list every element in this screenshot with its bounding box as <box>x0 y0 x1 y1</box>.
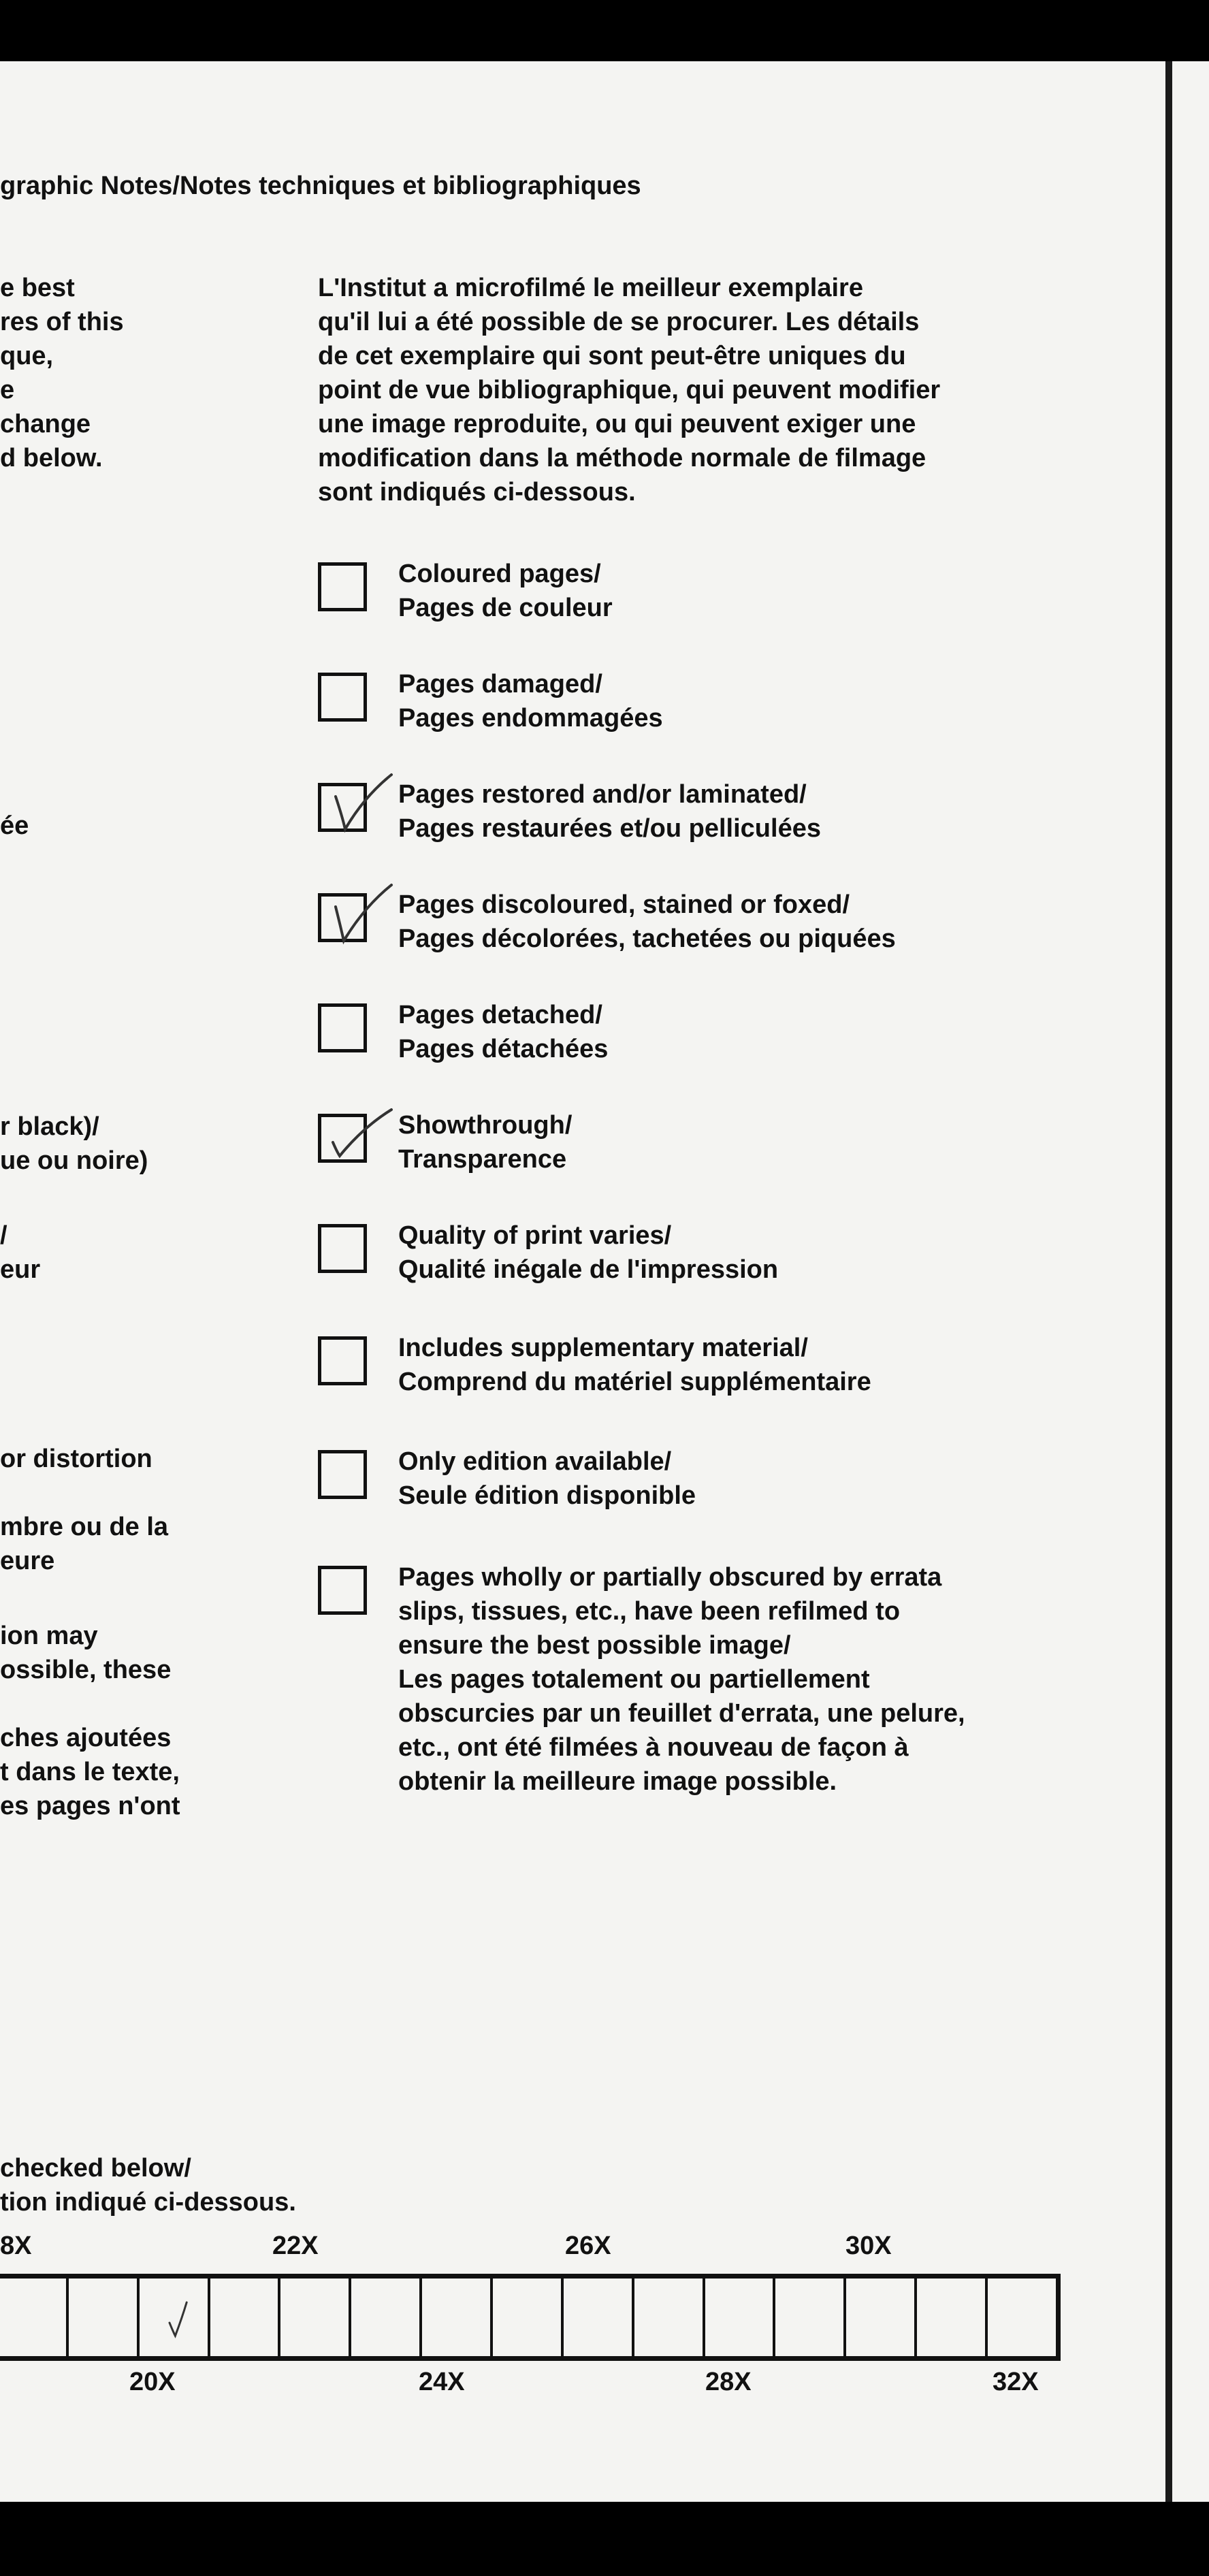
option-label-fr: Pages de couleur <box>398 594 613 622</box>
option-label-en: Pages detached/ <box>398 1001 602 1029</box>
next-page-strip <box>1172 61 1209 2502</box>
left-fragment: t dans le texte, <box>0 1758 180 1786</box>
left-fragment: ion may <box>0 1622 98 1650</box>
section-header: graphic Notes/Notes techniques et bibliographiques <box>0 172 641 200</box>
ratio-cell[interactable] <box>280 2279 351 2356</box>
left-fragment: change <box>0 410 91 438</box>
checkbox[interactable] <box>318 1224 367 1273</box>
left-fragment: mbre ou de la <box>0 1513 169 1541</box>
option-label-en: Pages damaged/ <box>398 670 602 698</box>
option-label-en: Showthrough/ <box>398 1111 573 1140</box>
option-line: ensure the best possible image/ <box>398 1631 791 1660</box>
ratio-cell[interactable] <box>564 2279 634 2356</box>
intro-line: point de vue bibliographique, qui peuvent modifier <box>318 376 941 404</box>
left-fragment: e <box>0 376 15 404</box>
checkmark-icon <box>161 2295 202 2342</box>
left-fragment: que, <box>0 342 54 370</box>
option-label-en: Quality of print varies/ <box>398 1221 672 1250</box>
option-label-fr: Pages endommagées <box>398 704 663 732</box>
option-line: slips, tissues, etc., have been refilmed to <box>398 1597 901 1626</box>
option-label-en: Coloured pages/ <box>398 560 601 588</box>
left-fragment: eur <box>0 1255 41 1284</box>
checkbox[interactable] <box>318 1003 367 1052</box>
left-fragment: es pages n'ont <box>0 1792 180 1820</box>
scale-label-bottom: 20X <box>129 2368 176 2396</box>
option-label-fr: Qualité inégale de l'impression <box>398 1255 779 1284</box>
left-fragment: eure <box>0 1547 55 1575</box>
option-label-fr: Pages détachées <box>398 1035 609 1063</box>
ratio-cell[interactable] <box>634 2279 705 2356</box>
option-line: obscurcies par un feuillet d'errata, une pelure, <box>398 1699 965 1728</box>
option-label-en: Includes supplementary material/ <box>398 1334 808 1362</box>
ratio-cell[interactable] <box>846 2279 917 2356</box>
intro-line: L'Institut a microfilmé le meilleur exemplaire <box>318 274 863 302</box>
left-fragment: res of this <box>0 308 124 336</box>
option-line: Pages wholly or partially obscured by errata <box>398 1563 942 1592</box>
ratio-cell[interactable] <box>917 2279 988 2356</box>
intro-paragraph <box>318 271 1121 509</box>
checkbox[interactable] <box>318 1336 367 1385</box>
option-line: Les pages totalement ou partiellement <box>398 1665 870 1694</box>
option-label-en: Only edition available/ <box>398 1447 672 1476</box>
ratio-cell[interactable] <box>140 2279 210 2356</box>
reduction-ratio-grid <box>0 2274 1061 2361</box>
left-fragment: or distortion <box>0 1445 152 1473</box>
left-fragment: e best <box>0 274 75 302</box>
scale-label-top: 26X <box>565 2232 611 2260</box>
intro-line: qu'il lui a été possible de se procurer. Les détails <box>318 308 920 336</box>
checkbox[interactable] <box>318 1450 367 1499</box>
intro-line: une image reproduite, ou qui peuvent exiger une <box>318 410 916 438</box>
checkbox[interactable] <box>318 673 367 722</box>
left-fragment: ossible, these <box>0 1656 172 1684</box>
checkbox[interactable] <box>318 562 367 611</box>
left-fragment: r black)/ <box>0 1112 99 1141</box>
scale-label-top: 8X <box>0 2232 32 2260</box>
option-label-fr: Pages décolorées, tachetées ou piquées <box>398 924 896 953</box>
option-label-en: Pages restored and/or laminated/ <box>398 780 807 809</box>
ratio-cell[interactable] <box>210 2279 281 2356</box>
ratio-cell[interactable] <box>351 2279 422 2356</box>
left-fragment: / <box>0 1221 7 1250</box>
scale-label-bottom: 28X <box>705 2368 752 2396</box>
option-line: obtenir la meilleure image possible. <box>398 1767 837 1796</box>
checkmark-icon <box>323 880 398 954</box>
ratio-cell[interactable] <box>0 2279 69 2356</box>
ratio-cell[interactable] <box>493 2279 564 2356</box>
option-label-fr: Transparence <box>398 1145 567 1174</box>
checkmark-icon <box>323 769 398 844</box>
scale-label-top: 30X <box>845 2232 892 2260</box>
option-label-fr: Pages restaurées et/ou pelliculées <box>398 814 821 843</box>
page-edge <box>1165 61 1172 2502</box>
scan-border-bottom <box>0 2502 1209 2576</box>
left-fragment: ches ajoutées <box>0 1724 172 1752</box>
reduction-note-line: tion indiqué ci-dessous. <box>0 2188 296 2217</box>
ratio-cell[interactable] <box>705 2279 776 2356</box>
reduction-note-line: checked below/ <box>0 2154 191 2183</box>
left-fragment: ée <box>0 811 29 840</box>
left-fragment: d below. <box>0 444 103 472</box>
intro-line: modification dans la méthode normale de filmage <box>318 444 926 472</box>
scale-label-bottom: 24X <box>419 2368 465 2396</box>
checkmark-icon <box>323 1100 398 1175</box>
option-label-fr: Comprend du matériel supplémentaire <box>398 1368 871 1396</box>
option-label-fr: Seule édition disponible <box>398 1481 696 1510</box>
ratio-cell[interactable] <box>988 2279 1056 2356</box>
ratio-cell[interactable] <box>69 2279 140 2356</box>
ratio-cell[interactable] <box>422 2279 493 2356</box>
option-line: etc., ont été filmées à nouveau de façon à <box>398 1733 909 1762</box>
scale-label-bottom: 32X <box>993 2368 1039 2396</box>
scale-label-top: 22X <box>272 2232 319 2260</box>
reduction-note <box>0 2151 296 2219</box>
option-label-en: Pages discoloured, stained or foxed/ <box>398 890 850 919</box>
intro-line: sont indiqués ci-dessous. <box>318 478 636 506</box>
left-fragment: ue ou noire) <box>0 1146 148 1175</box>
checkbox[interactable] <box>318 1566 367 1615</box>
intro-line: de cet exemplaire qui sont peut-être uniques du <box>318 342 906 370</box>
ratio-cell[interactable] <box>775 2279 846 2356</box>
